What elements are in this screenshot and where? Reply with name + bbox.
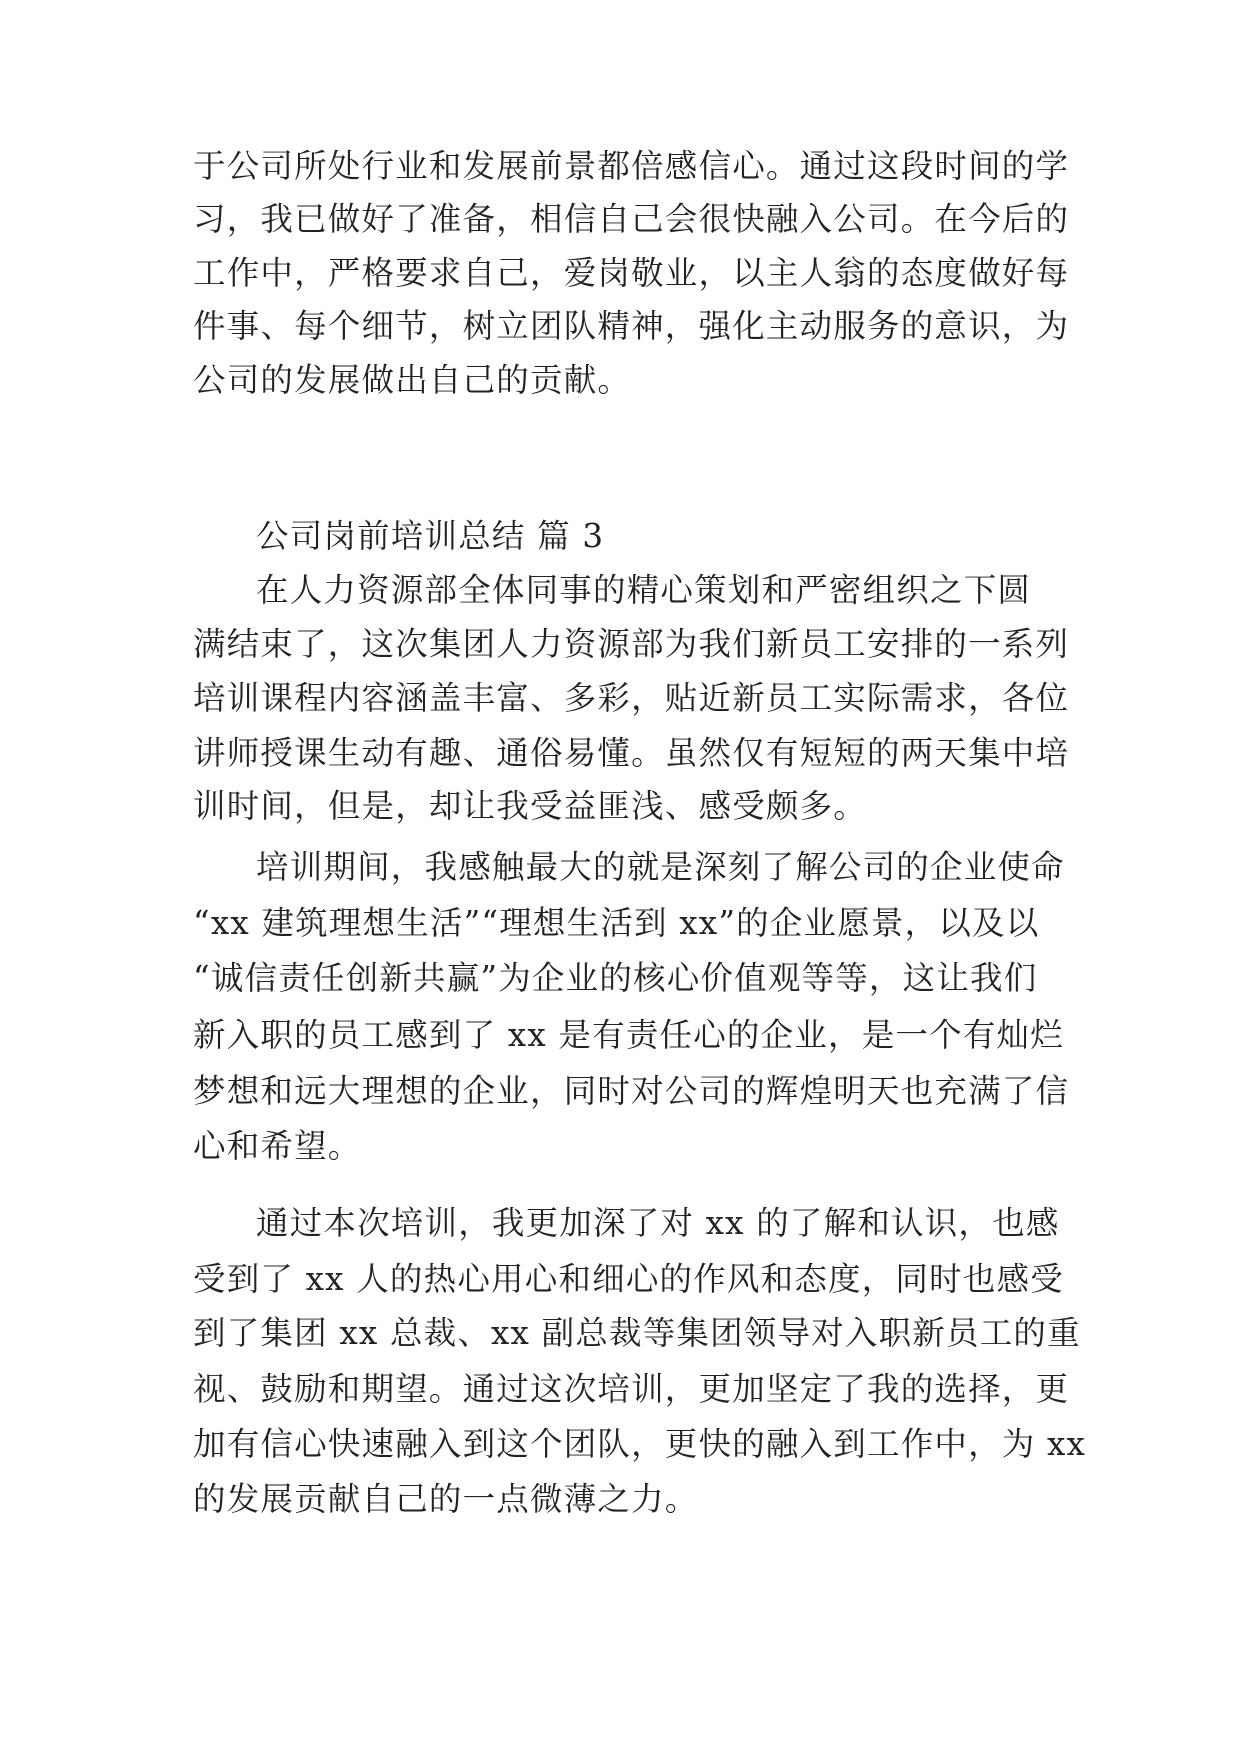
body-text-line: 培训课程内容涵盖丰富、多彩，贴近新员工实际需求，各位	[193, 679, 1070, 717]
body-text-line: 件事、每个细节，树立团队精神，强化主动服务的意识，为	[193, 307, 1070, 345]
body-text-line: 新入职的员工感到了 xx 是有责任心的企业，是一个有灿烂	[193, 1016, 1064, 1054]
body-text-line: “诚信责任创新共赢”为企业的核心价值观等等，这让我们	[193, 959, 1038, 997]
body-text-line: 心和希望。	[193, 1127, 362, 1165]
body-text-line: 的发展贡献自己的一点微薄之力。	[193, 1480, 699, 1518]
body-text-line: 在人力资源部全体同事的精心策划和严密组织之下圆	[256, 571, 1032, 609]
body-text-line: 加有信心快速融入到这个团队，更快的融入到工作中，为 xx	[193, 1425, 1087, 1463]
body-text-line: 习，我已做好了准备，相信自己会很快融入公司。在今后的	[193, 200, 1070, 238]
body-text-line: 讲师授课生动有趣、通俗易懂。虽然仅有短短的两天集中培	[193, 734, 1070, 772]
body-text-line: 受到了 xx 人的热心用心和细心的作风和态度，同时也感受	[193, 1260, 1064, 1298]
body-text-line: 梦想和远大理想的企业，同时对公司的辉煌明天也充满了信	[193, 1072, 1070, 1110]
body-text-line: 到了集团 xx 总裁、xx 副总裁等集团领导对入职新员工的重	[193, 1314, 1081, 1352]
body-text-line: “xx 建筑理想生活”“理想生活到 xx”的企业愿景，以及以	[193, 904, 1040, 942]
body-text-line: 视、鼓励和期望。通过这次培训，更加坚定了我的选择，更	[193, 1370, 1070, 1408]
body-text-line: 工作中，严格要求自己，爱岗敬业，以主人翁的态度做好每	[193, 254, 1070, 292]
body-text-line: 通过本次培训，我更加深了对 xx 的了解和认识，也感	[256, 1204, 1060, 1242]
body-text-line: 公司的发展做出自己的贡献。	[193, 361, 632, 399]
section-heading: 公司岗前培训总结 篇 3	[256, 517, 605, 555]
body-text-line: 于公司所处行业和发展前景都倍感信心。通过这段时间的学	[193, 147, 1070, 185]
body-text-line: 满结束了，这次集团人力资源部为我们新员工安排的一系列	[193, 625, 1070, 663]
body-text-line: 培训期间，我感触最大的就是深刻了解公司的企业使命	[256, 848, 1065, 886]
body-text-line: 训时间，但是，却让我受益匪浅、感受颇多。	[193, 787, 868, 825]
